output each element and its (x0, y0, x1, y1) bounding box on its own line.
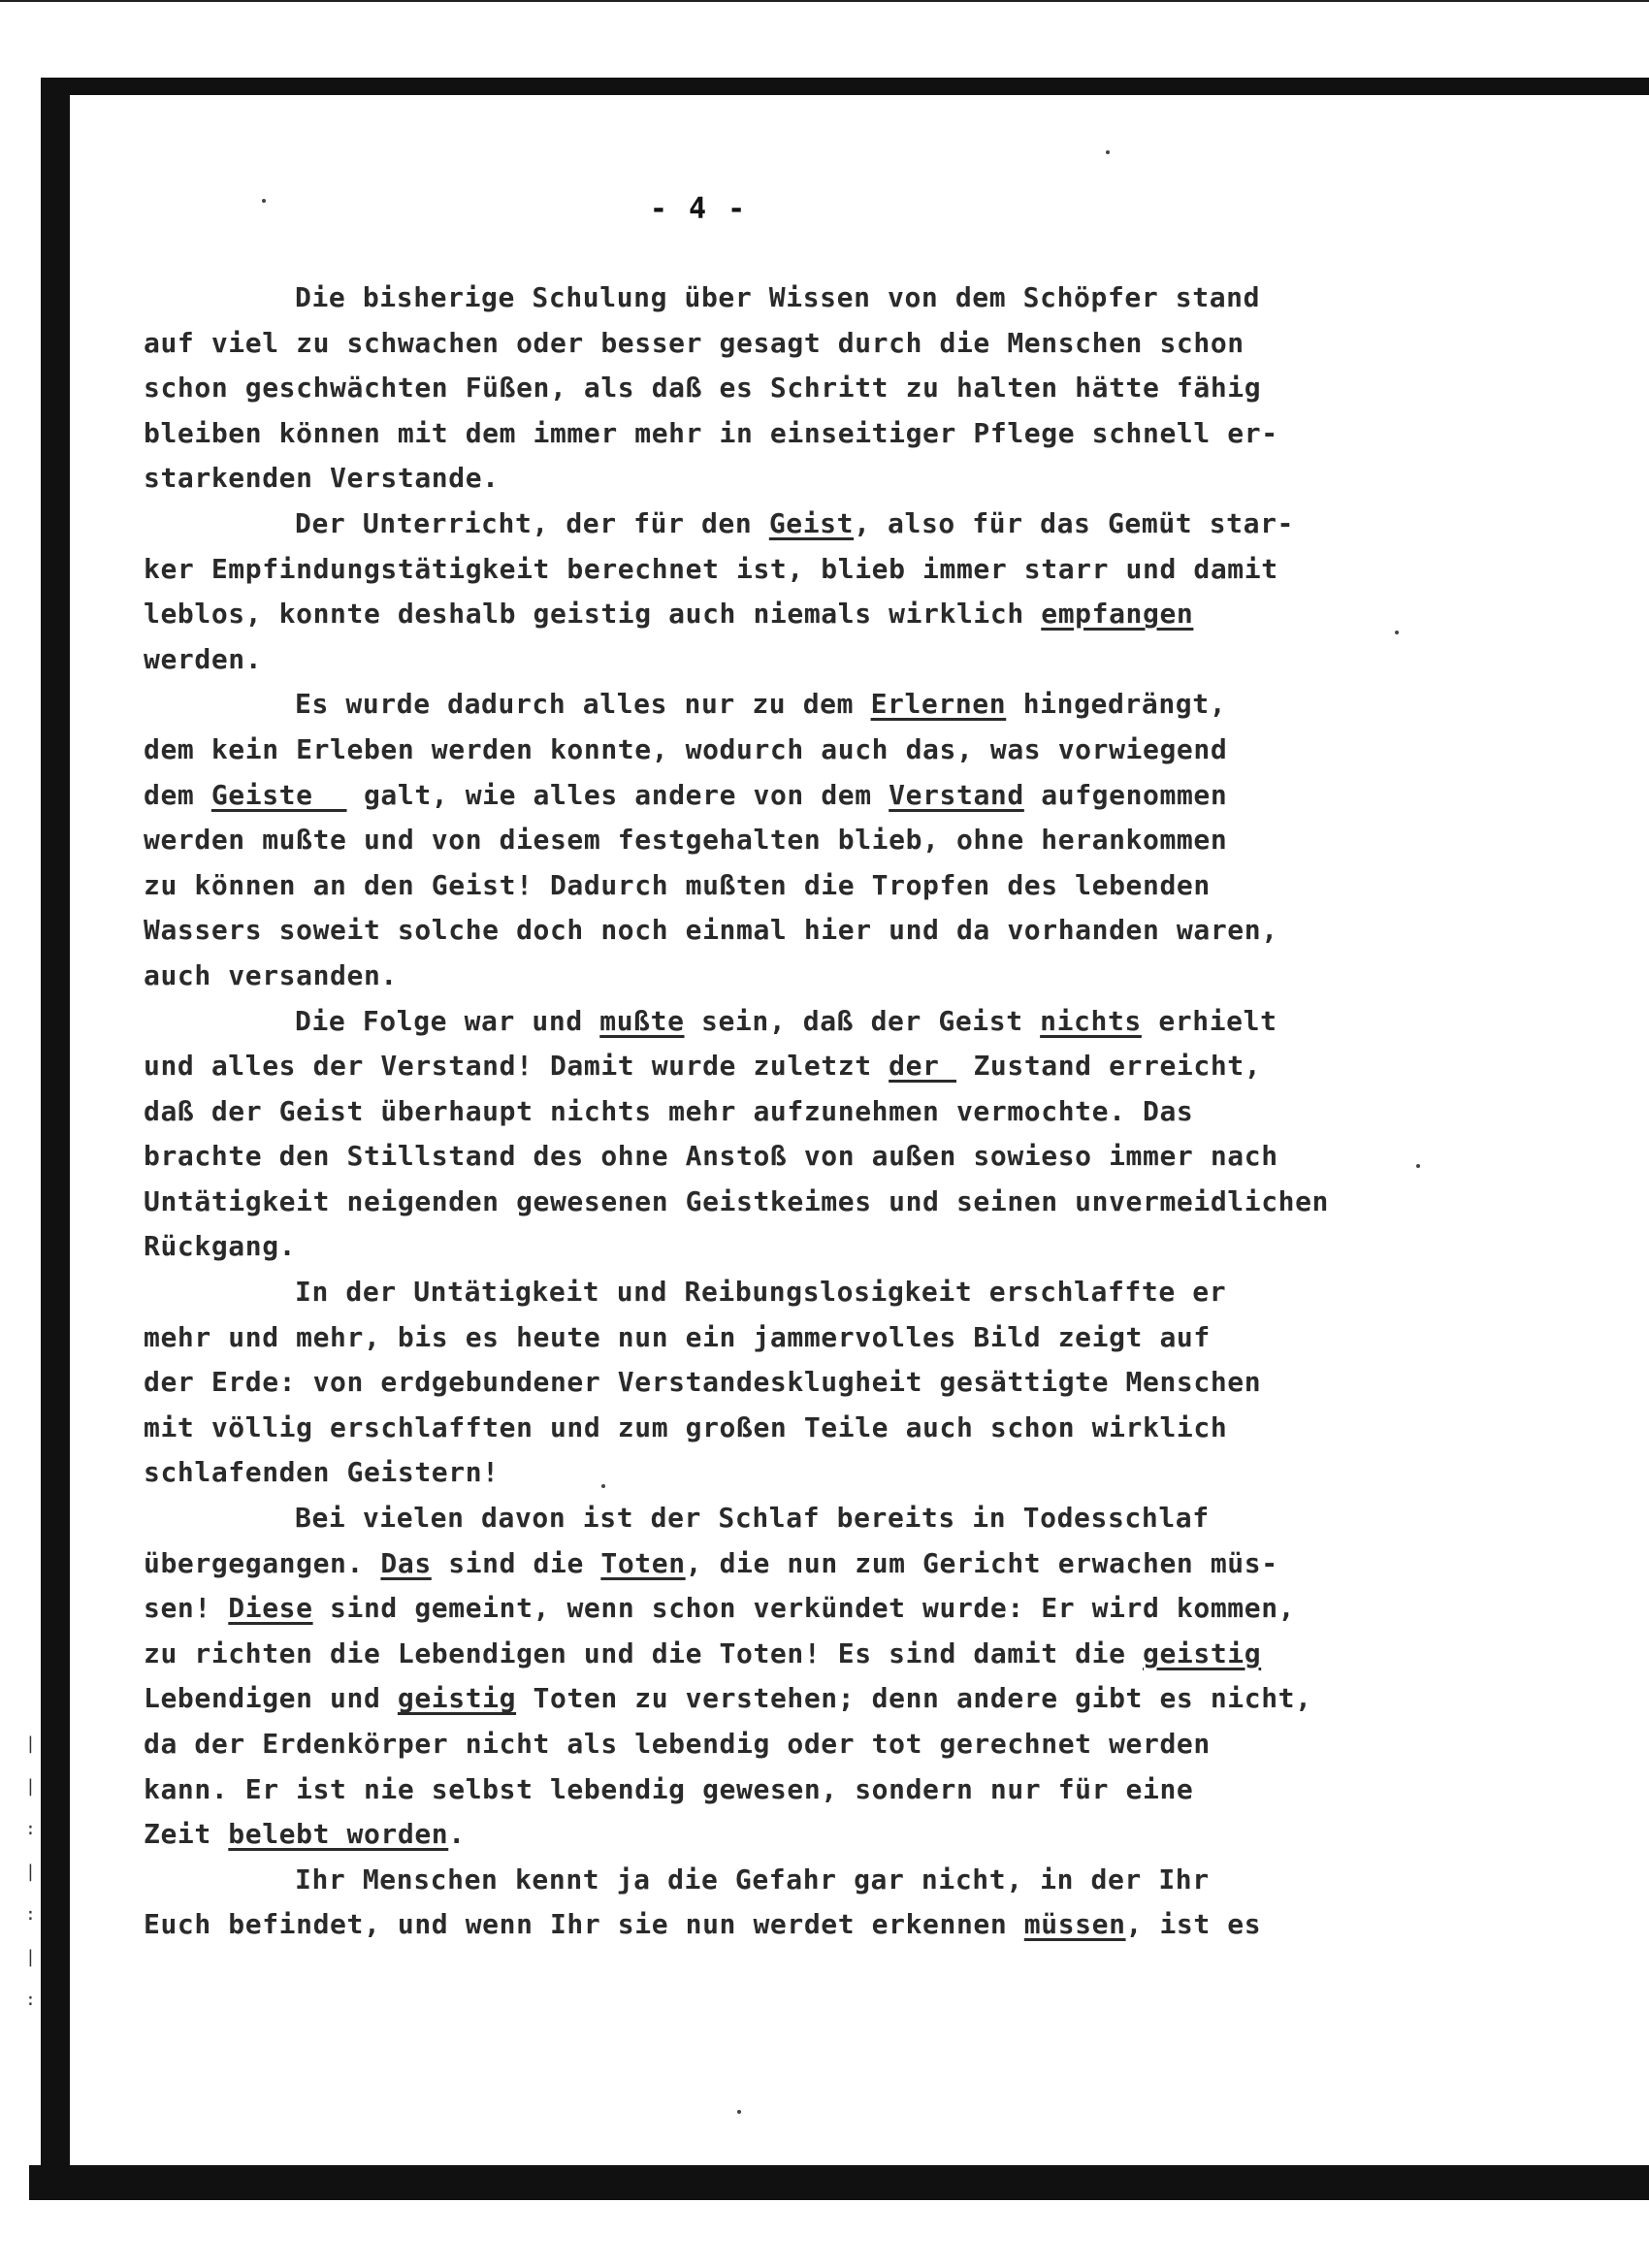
scan-speck (1106, 150, 1110, 154)
text-segment: aufgenommen (1023, 778, 1228, 811)
text-line (144, 637, 1482, 683)
text-segment: , ist es (1125, 1908, 1262, 1941)
text-segment: In der Untätigkeit und Reibungslosigkeit erschlaffte er (295, 1276, 1227, 1309)
text-segment: leblos, konnte deshalb geistig auch niemals wirklich (144, 598, 1042, 631)
text-line (144, 456, 1482, 502)
text-line (144, 682, 1482, 728)
text-segment: , die nun zum Gericht erwachen müs- (685, 1546, 1278, 1579)
scan-border-top (41, 78, 1649, 95)
text-segment: und alles der Verstand! Damit wurde zuletzt (144, 1050, 889, 1083)
text-line (144, 1089, 1482, 1135)
scan-border-left (41, 78, 70, 2192)
text-segment: Es wurde dadurch alles nur zu dem (295, 688, 871, 721)
text-segment: schon geschwächten Füßen, als daß es Schritt zu halten hätte fähig (144, 372, 1262, 405)
text-segment: der Erde: von erdgebundener Verstandesklugheit gesättigte Menschen (144, 1366, 1262, 1399)
text-line (144, 502, 1482, 547)
text-segment: dem (144, 778, 211, 811)
text-line (144, 1812, 1482, 1858)
underlined-word: Toten (600, 1546, 686, 1579)
text-line (144, 1406, 1482, 1451)
text-line (144, 1450, 1482, 1496)
text-segment: dem kein Erleben werden konnte, wodurch auch das, was vorwiegend (144, 732, 1228, 765)
underlined-word: empfangen (1041, 598, 1194, 631)
text-line (144, 999, 1482, 1045)
text-line (144, 1541, 1482, 1587)
text-line (144, 1676, 1482, 1722)
scan-speck (1416, 1164, 1420, 1168)
underlined-word: müssen (1023, 1908, 1126, 1941)
text-segment: sind gemeint, wenn schon verkündet wurde: Er wird kommen, (312, 1592, 1296, 1625)
text-segment: übergegangen. (144, 1546, 381, 1579)
text-line (144, 275, 1482, 321)
text-segment: da der Erdenkörper nicht als lebendig oder tot gerechnet werden (144, 1728, 1211, 1760)
text-line (144, 1586, 1482, 1632)
scan-speck (1395, 631, 1399, 634)
text-line (144, 1902, 1482, 1948)
text-segment: kann. Er ist nie selbst lebendig gewesen, sondern nur für eine (144, 1772, 1194, 1805)
scan-speck (262, 199, 266, 203)
text-segment: starkenden Verstande. (144, 462, 500, 495)
text-line (144, 1360, 1482, 1406)
text-line (144, 1180, 1482, 1225)
text-segment: Bei vielen davon ist der Schlaf bereits in Todesschlaf (295, 1502, 1210, 1535)
text-line (144, 321, 1482, 367)
text-segment: Rückgang. (144, 1230, 297, 1263)
text-segment: Zustand erreicht, (955, 1050, 1262, 1083)
scan-border-bottom (29, 2165, 1649, 2200)
page-number: - 4 - (649, 192, 748, 226)
text-segment: zu können an den Geist! Dadurch mußten die Tropfen des lebenden (144, 868, 1211, 901)
text-segment: hingedrängt, (1006, 688, 1227, 721)
text-segment: werden mußte und von diesem festgehalten blieb, ohne herankommen (144, 824, 1228, 857)
text-line (144, 1496, 1482, 1541)
text-line (144, 908, 1482, 954)
underlined-word: Geist (768, 506, 855, 539)
text-segment: bleiben können mit dem immer mehr in einseitiger Pflege schnell er- (144, 416, 1278, 449)
text-segment: Wassers soweit solche doch noch einmal hier und da vorhanden waren, (144, 914, 1278, 947)
text-line (144, 818, 1482, 863)
text-segment: daß der Geist überhaupt nichts mehr aufzunehmen vermochte. Das (144, 1094, 1194, 1127)
text-segment: mit völlig erschlafften und zum großen Teile auch schon wirklich (144, 1410, 1228, 1443)
scan-top-edge (0, 0, 1649, 2)
text-segment: auch versanden. (144, 958, 398, 991)
underlined-word: Erlernen (870, 688, 1007, 721)
text-segment: Ihr Menschen kennt ja die Gefahr gar nicht, in der Ihr (295, 1863, 1210, 1895)
text-segment: schlafenden Geistern! (144, 1456, 500, 1489)
text-line (144, 773, 1482, 819)
margin-marks: | | : | : | : (25, 1733, 36, 2010)
text-segment: ker Empfindungstätigkeit berechnet ist, blieb immer starr und damit (144, 552, 1278, 585)
text-segment: . (448, 1818, 466, 1851)
text-line (144, 1315, 1482, 1361)
underlined-word: Verstand (889, 778, 1024, 811)
text-segment: Zeit (144, 1818, 229, 1851)
text-line (144, 1722, 1482, 1767)
text-line (144, 1224, 1482, 1270)
text-segment: mehr und mehr, bis es heute nun ein jammervolles Bild zeigt auf (144, 1320, 1211, 1353)
text-line (144, 1044, 1482, 1089)
underlined-word: Geiste (210, 778, 347, 811)
text-segment: Lebendigen und (144, 1682, 398, 1715)
text-segment: galt, wie alles andere von dem (346, 778, 889, 811)
text-segment: erhielt (1141, 1004, 1277, 1037)
text-line (144, 547, 1482, 593)
underlined-word: mußte (599, 1004, 685, 1037)
text-line (144, 1134, 1482, 1180)
underlined-word: nichts (1040, 1004, 1142, 1037)
text-line (144, 1632, 1482, 1677)
text-segment: Der Unterricht, der für den (295, 506, 769, 539)
text-line (144, 1270, 1482, 1315)
text-segment: Euch befindet, und wenn Ihr sie nun werdet erkennen (144, 1908, 1024, 1941)
text-line (144, 1767, 1482, 1813)
scan-speck (737, 2110, 741, 2114)
text-segment: sind die (431, 1546, 601, 1579)
underlined-word: geistig (1143, 1636, 1262, 1669)
text-segment: Die Folge war und (295, 1004, 600, 1037)
scan-speck (601, 1484, 605, 1488)
underlined-word: Das (380, 1546, 432, 1579)
text-line (144, 728, 1482, 773)
text-segment: auf viel zu schwachen oder besser gesagt durch die Menschen schon (144, 326, 1245, 359)
underlined-word: der (889, 1050, 956, 1083)
text-line (144, 954, 1482, 999)
text-segment: brachte den Stillstand des ohne Anstoß von außen sowieso immer nach (144, 1140, 1278, 1173)
text-line (144, 411, 1482, 457)
body-text (144, 275, 1482, 1948)
text-segment: , also für das Gemüt star- (854, 506, 1295, 539)
underlined-word: Diese (228, 1592, 313, 1625)
text-segment: sein, daß der Geist (684, 1004, 1041, 1037)
text-segment: Die bisherige Schulung über Wissen von dem Schöpfer stand (295, 281, 1261, 313)
text-segment: sen! (144, 1592, 229, 1625)
text-line (144, 863, 1482, 909)
text-segment: werden. (144, 642, 263, 675)
text-segment: zu richten die Lebendigen und die Toten! Es sind damit die (144, 1636, 1143, 1669)
text-line (144, 592, 1482, 637)
text-segment: Toten zu verstehen; denn andere gibt es nicht, (516, 1682, 1312, 1715)
underlined-word: geistig (397, 1682, 517, 1715)
underlined-word: belebt worden (228, 1818, 449, 1851)
text-segment: Untätigkeit neigenden gewesenen Geistkeimes und seinen unvermeidlichen (144, 1184, 1330, 1217)
text-line (144, 1858, 1482, 1903)
text-line (144, 366, 1482, 411)
